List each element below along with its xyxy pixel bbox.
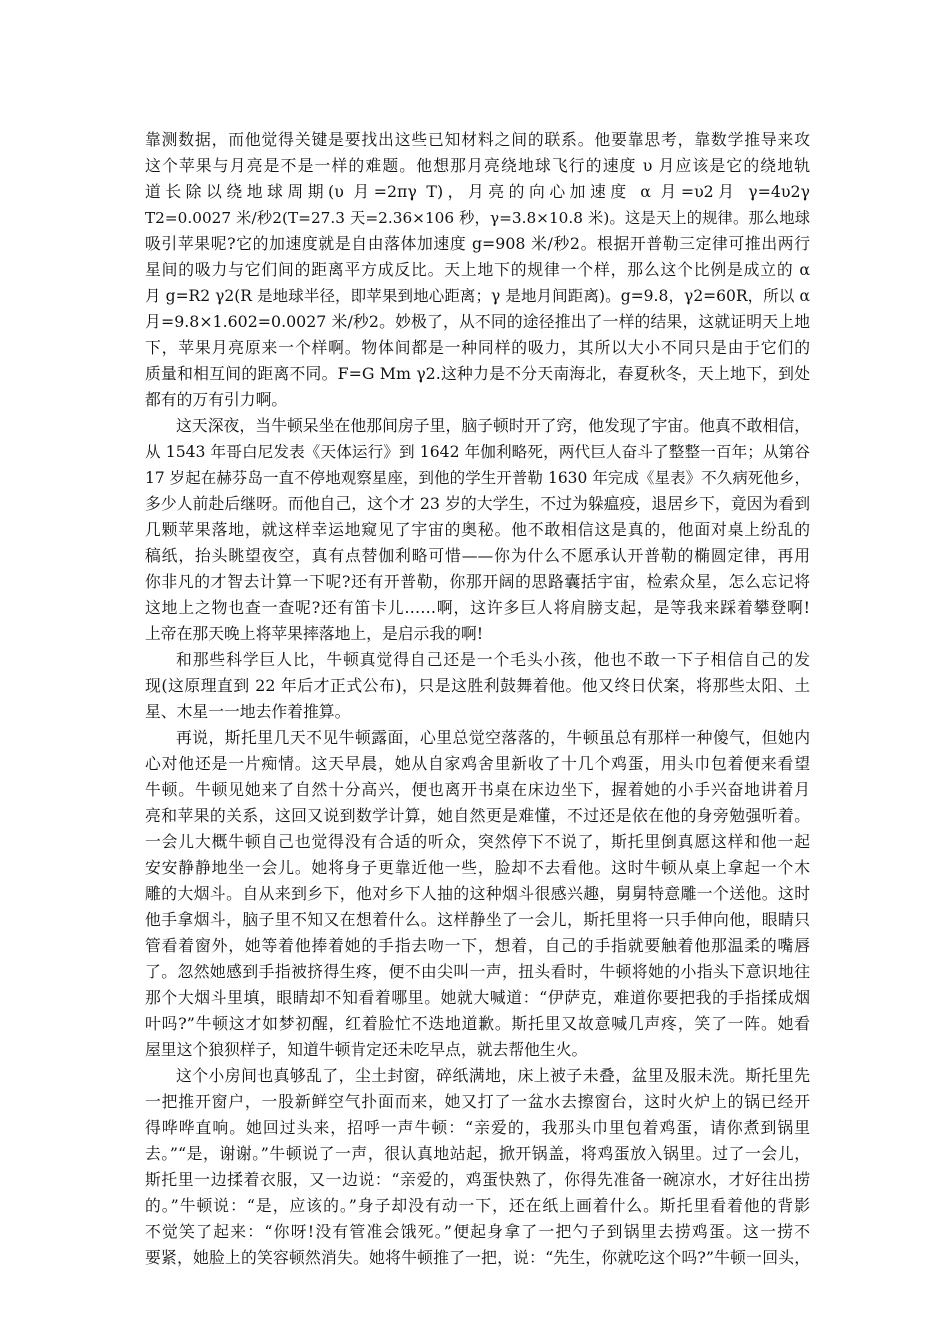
text-line: 要紧，她脸上的笑容顿然消失。她将牛顿推了一把，说：“先生，你就吃这个吗?”牛顿一回头，: [145, 1248, 810, 1267]
text-line: 雕的大烟斗。自从来到乡下，他对乡下人抽的这种烟斗很感兴趣，舅舅特意雕一个送他。这时: [145, 884, 810, 903]
text-line: 一会儿大概牛顿自己也觉得没有合适的听众，突然停下不说了，斯托里倒真愿这样和他一起: [145, 832, 810, 851]
text-line: 从 1543 年哥白尼发表《天体运行》到 1642 年伽利略死，两代巨人奋斗了整整一百年；从第谷: [145, 443, 810, 461]
document-body: [145, 127, 810, 1271]
text-line: 一把推开窗户，一股新鲜空气扑面而来，她又打了一盆水去擦窗台，这时火炉上的锅已经开: [145, 1092, 810, 1111]
text-line: 屋里这个狼狈样子，知道牛顿肯定还未吃早点，就去帮他生火。: [145, 1040, 588, 1059]
text-line: 质量和相互间的距离不同。F=G Mm γ2.这种力是不分天南海北，春夏秋冬，天上地下，到处: [145, 364, 810, 383]
text-line: 管看着窗外，她等着他捧着她的手指去吻一下，想着，自己的手指就要触着他那温柔的嘴唇: [145, 936, 810, 955]
text-line: 上帝在那天晚上将苹果摔落地上，是启示我的啊!: [145, 624, 484, 643]
text-line: 这个苹果与月亮是不是一样的难题。他想那月亮绕地球飞行的速度 υ 月应该是它的绕地轨: [145, 156, 810, 175]
text-line: 吸引苹果呢?它的加速度就是自由落体加速度 g=908 米/秒2。根据开普勒三定律可推出两行: [145, 234, 810, 253]
text-line: T2=0.0027 米/秒2(T=27.3 天=2.36×106 秒，γ=3.8×10.8 米)。这是天上的规律。那么地球: [145, 209, 810, 227]
text-line: 他手拿烟斗，脑子里不知又在想着什么。这样静坐了一会儿，斯托里将一只手伸向他，眼睛只: [145, 910, 810, 929]
text-line: 这地上之物也查一查呢?还有笛卡儿……啊，这许多巨人将肩膀支起，是等我来踩着攀登啊!: [145, 598, 810, 617]
text-line: 再说，斯托里几天不见牛顿露面，心里总觉空落落的，牛顿虽总有那样一种傻气，但她内: [176, 728, 810, 747]
text-line: 和那些科学巨人比，牛顿真觉得自己还是一个毛头小孩，他也不敢一下子相信自己的发: [176, 650, 810, 669]
text-line: 那个大烟斗里填，眼睛却不知看着哪里。她就大喊道：“伊萨克，难道你要把我的手指揉成烟: [145, 988, 810, 1007]
text-line: 心对他还是一片痴情。这天早晨，她从自家鸡舍里新收了十几个鸡蛋，用头巾包着便来看望: [145, 754, 810, 773]
text-line: 了。忽然她感到手指被挤得生疼，便不由尖叫一声，扭头看时，牛顿将她的小指头下意识地往: [145, 962, 810, 981]
text-line: 多少人前赴后继呀。而他自己，这个才 23 岁的大学生，不过为躲瘟疫，退居乡下，竟因为看到: [145, 494, 810, 513]
text-line: 靠测数据，而他觉得关键是要找出这些已知材料之间的联系。他要靠思考，靠数学推导来攻: [145, 130, 810, 149]
text-line: 道长除以绕地球周期(υ 月=2πγ T)，月亮的向心加速度 α 月=υ2月 γ=4υ2γ: [145, 182, 810, 201]
text-line: 得哗哗直响。她回过头来，招呼一声牛顿：“亲爱的，我那头巾里包着鸡蛋，请你煮到锅里: [145, 1118, 810, 1137]
text-line: 17 岁起在赫芬岛一直不停地观察星座，到他的学生开普勒 1630 年完成《星表》不久病死他乡，: [145, 469, 810, 487]
text-line: 牛顿。牛顿见她来了自然十分高兴，便也离开书桌在床边坐下，握着她的小手兴奋地讲着月: [145, 780, 810, 799]
text-line: 斯托里一边揉着衣服，又一边说：“亲爱的，鸡蛋快熟了，你得先准备一碗凉水，才好往出捞: [145, 1170, 810, 1189]
text-line: 叶吗?”牛顿这才如梦初醒，红着脸忙不迭地道歉。斯托里又故意喊几声疼，笑了一阵。她看: [145, 1014, 810, 1033]
paragraph-2: [145, 413, 810, 647]
text-line: 这个小房间也真够乱了，尘土封窗，碎纸满地，床上被子未叠，盆里及服未洗。斯托里先: [176, 1066, 810, 1085]
text-line: 这天深夜，当牛顿呆坐在他那间房子里，脑子顿时开了窍，他发现了宇宙。他真不敢相信，: [176, 416, 810, 435]
text-line: 几颗苹果落地，就这样幸运地窥见了宇宙的奥秘。他不敢相信这是真的，他面对桌上纷乱的: [145, 520, 810, 539]
text-line: 都有的万有引力啊。: [145, 390, 288, 409]
text-line: 稿纸，抬头眺望夜空，真有点替伽利略可惜——你为什么不愿承认开普勒的椭圆定律，再用: [145, 546, 810, 565]
text-line: 月=9.8×1.602=0.0027 米/秒2。妙极了，从不同的途径推出了一样的结果，这就证明天上地: [145, 312, 810, 331]
paragraph-1: [145, 127, 810, 413]
text-line: 不觉笑了起来：“你呀!没有管准会饿死。”便起身拿了一把勺子到锅里去捞鸡蛋。这一捞不: [145, 1222, 810, 1241]
text-line: 亮和苹果的关系，这回又说到数学计算，她自然更是难懂，不过还是依在他的身旁勉强听着。: [145, 806, 810, 825]
text-line: 月 g=R2 γ2(R 是地球半径，即苹果到地心距离；γ 是地月间距离)。g=9.8，γ2=60R，所以 α: [145, 287, 810, 305]
text-line: 你非凡的才智去计算一下呢?还有开普勒，你那开阔的思路囊括宇宙，检索众星，怎么忘记将: [145, 572, 810, 591]
paragraph-5: [145, 1063, 810, 1271]
text-line: 的。”牛顿说：“是，应该的。”身子却没有动一下，还在纸上画着什么。斯托里看着他的背影: [145, 1196, 810, 1215]
paragraph-3: [145, 647, 810, 725]
text-line: 下，苹果月亮原来一个样啊。物体间都是一种同样的吸力，其所以大小不同只是由于它们的: [145, 338, 810, 357]
text-line: 现(这原理直到 22 年后才正式公布)，只是这胜利鼓舞着他。他又终日伏案，将那些太阳、土: [145, 676, 810, 695]
paragraph-4: [145, 725, 810, 1063]
text-line: 安安静静地坐一会儿。她将身子更靠近他一些，脸却不去看他。这时牛顿从桌上拿起一个木: [145, 858, 810, 877]
text-line: 星间的吸力与它们间的距离平方成反比。天上地下的规律一个样，那么这个比例是成立的 α: [145, 260, 810, 279]
text-line: 星、木星一一地去作着推算。: [145, 702, 351, 721]
text-line: 去。”“是，谢谢。”牛顿说了一声，很认真地站起，掀开锅盖，将鸡蛋放入锅里。过了一会儿，: [145, 1144, 810, 1163]
